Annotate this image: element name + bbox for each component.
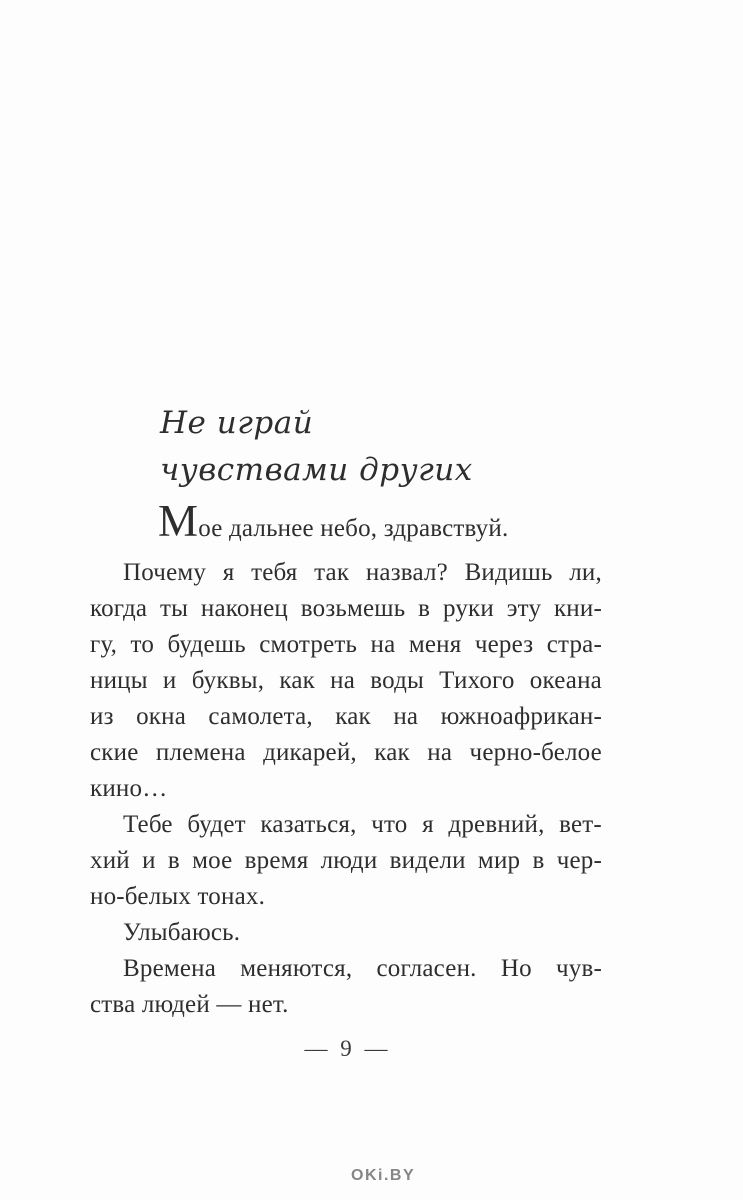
word: Тихого — [439, 667, 515, 694]
word: Видишь — [464, 559, 553, 586]
word: стра- — [546, 631, 602, 658]
word: черно-белое — [469, 739, 602, 766]
word: воды — [370, 667, 424, 694]
body-text — [90, 496, 602, 1023]
text-line: Улыбаюсь. — [123, 919, 241, 946]
text-line — [90, 663, 602, 699]
word: дикарей, — [263, 739, 357, 766]
word: на — [427, 739, 453, 766]
text-line — [90, 735, 602, 771]
word: так — [314, 559, 350, 586]
word: ли, — [569, 559, 602, 586]
word: смотреть — [259, 631, 358, 658]
text-line — [90, 555, 602, 591]
word: Времена — [123, 955, 217, 982]
word: наконец — [200, 595, 288, 622]
word: древний, — [448, 811, 545, 838]
word: меня — [408, 631, 462, 658]
word: чер- — [556, 847, 602, 874]
word: мир — [477, 847, 521, 874]
text-line — [90, 699, 602, 735]
word: в — [418, 595, 431, 622]
word: племена — [155, 739, 246, 766]
word: океана — [529, 667, 602, 694]
word: эту — [506, 595, 542, 622]
word: мое — [192, 847, 233, 874]
text-line: ства людей — нет. — [90, 991, 289, 1018]
text-line: но-белых тонах. — [90, 883, 266, 910]
text-line — [90, 627, 602, 663]
word: видели — [389, 847, 466, 874]
word: кни- — [553, 595, 602, 622]
word: на — [330, 667, 356, 694]
word: из — [90, 703, 114, 730]
watermark-text: OKi.BY — [351, 1167, 416, 1184]
word: ские — [90, 739, 139, 766]
word: гу, — [90, 631, 118, 658]
word: Тебе — [123, 811, 173, 838]
word: руки — [442, 595, 494, 622]
chapter-heading — [160, 400, 473, 494]
page-number: — 9 — — [304, 1036, 388, 1061]
word: что — [371, 811, 408, 838]
word: когда — [90, 595, 148, 622]
word: согласен. — [376, 955, 477, 982]
word: вет- — [559, 811, 602, 838]
word: ты — [159, 595, 189, 622]
text-line — [90, 951, 602, 987]
word: как — [374, 739, 410, 766]
word: меняются, — [240, 955, 353, 982]
word: будешь — [167, 631, 246, 658]
word: ницы — [90, 667, 148, 694]
word: я — [222, 559, 235, 586]
word: на — [370, 631, 396, 658]
word: казаться, — [260, 811, 357, 838]
text-line — [90, 591, 602, 627]
word: назвал? — [365, 559, 448, 586]
word: в — [532, 847, 545, 874]
word: окна — [136, 703, 186, 730]
word: южноафрикан- — [440, 703, 602, 730]
word: то — [130, 631, 155, 658]
word: хий — [90, 847, 130, 874]
word: и — [162, 667, 177, 694]
text-line — [90, 843, 602, 879]
word: самолета, — [208, 703, 313, 730]
word: я — [422, 811, 434, 838]
word: на — [393, 703, 419, 730]
chapter-heading-line1: Не играй — [160, 405, 314, 441]
word: будет — [187, 811, 246, 838]
word: буквы, — [191, 667, 265, 694]
word: через — [474, 631, 534, 658]
text-line: Мое дальнее небо, здравствуй. — [158, 496, 509, 546]
word: время — [244, 847, 309, 874]
word: люди — [320, 847, 378, 874]
word: чув- — [555, 955, 602, 982]
word: Почему — [123, 559, 207, 586]
text-line: кино… — [90, 775, 168, 802]
word: тебя — [251, 559, 298, 586]
word: возьмешь — [300, 595, 406, 622]
drop-cap-letter: М — [158, 496, 199, 546]
word: в — [167, 847, 180, 874]
chapter-heading-line2: чувствами других — [160, 452, 473, 488]
text-line — [90, 807, 602, 843]
word: и — [142, 847, 156, 874]
word: как — [335, 703, 371, 730]
word: как — [279, 667, 315, 694]
word: Но — [500, 955, 532, 982]
